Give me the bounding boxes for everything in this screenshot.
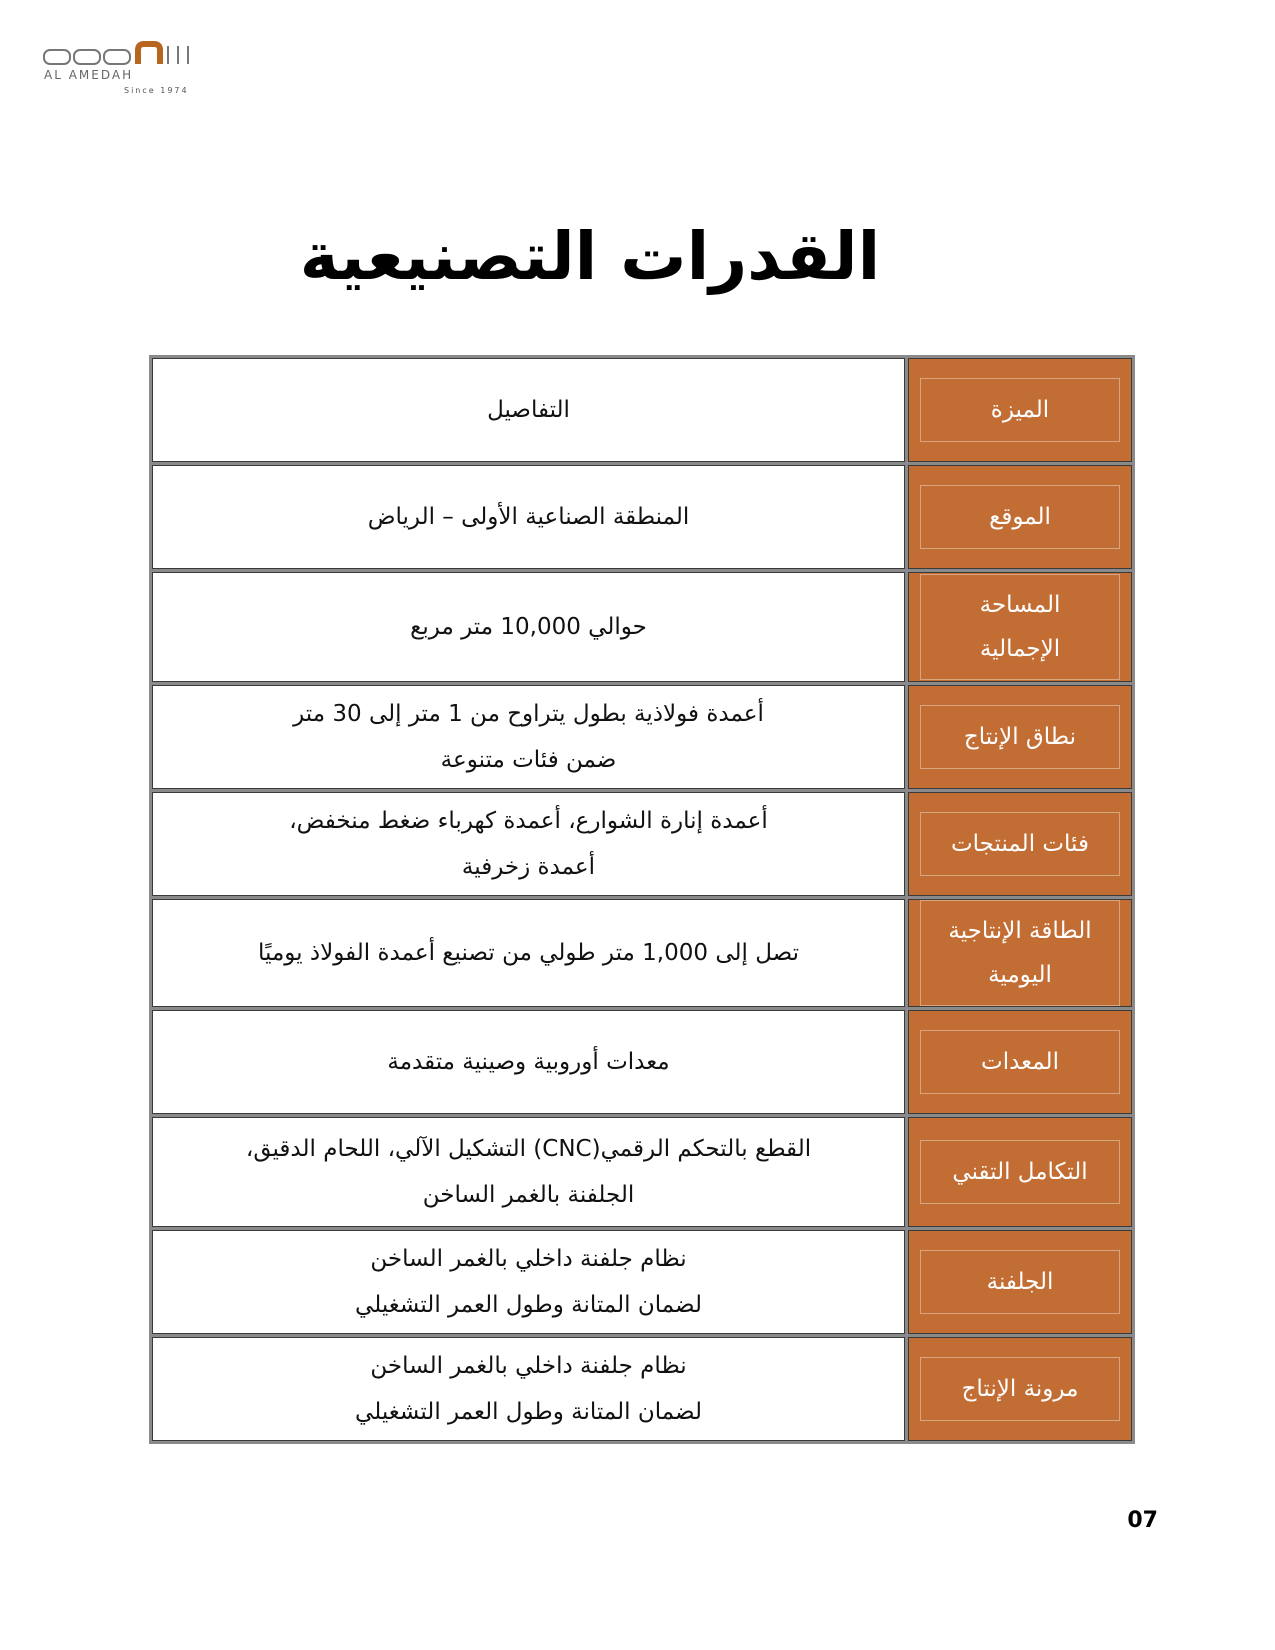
feature-label: نطاق الإنتاج: [920, 705, 1120, 769]
detail-cell: أعمدة فولاذية بطول يتراوح من 1 متر إلى 30 متر ضمن فئات متنوعة: [152, 685, 905, 789]
company-logo: [42, 40, 212, 100]
detail-cell: نظام جلفنة داخلي بالغمر الساخن لضمان المتانة وطول العمر التشغيلي: [152, 1337, 905, 1441]
header-feature-cell: [908, 358, 1132, 462]
page-number: 07: [1127, 1508, 1158, 1533]
detail-cell: حوالي 10,000 متر مربع: [152, 572, 905, 682]
logo-mark-icon: [42, 40, 202, 68]
detail-cell: نظام جلفنة داخلي بالغمر الساخن لضمان المتانة وطول العمر التشغيلي: [152, 1230, 905, 1334]
feature-cell: [908, 899, 1132, 1007]
feature-cell: [908, 1230, 1132, 1334]
feature-label: المساحة الإجمالية: [920, 574, 1120, 680]
feature-label: الطاقة الإنتاجية اليومية: [920, 900, 1120, 1006]
detail-cell: المنطقة الصناعية الأولى – الرياض: [152, 465, 905, 569]
feature-label: الجلفنة: [920, 1250, 1120, 1314]
feature-label: الموقع: [920, 485, 1120, 549]
feature-cell: [908, 572, 1132, 682]
feature-cell: [908, 685, 1132, 789]
detail-cell: معدات أوروبية وصينية متقدمة: [152, 1010, 905, 1114]
header-detail-cell: التفاصيل: [152, 358, 905, 462]
detail-cell: القطع بالتحكم الرقمي(CNC) التشكيل الآلي، اللحام الدقيق، الجلفنة بالغمر الساخن: [152, 1117, 905, 1227]
logo-brand-text: AL AMEDAH: [44, 68, 134, 82]
feature-label: التكامل التقني: [920, 1140, 1120, 1204]
feature-cell: [908, 465, 1132, 569]
logo-since-text: Since 1974: [124, 86, 189, 95]
table-row: [152, 1230, 1132, 1334]
feature-cell: [908, 792, 1132, 896]
feature-label: مرونة الإنتاج: [920, 1357, 1120, 1421]
table-row: [152, 1337, 1132, 1441]
feature-label: المعدات: [920, 1030, 1120, 1094]
feature-cell: [908, 1337, 1132, 1441]
table-row: [152, 685, 1132, 789]
feature-cell: [908, 1117, 1132, 1227]
table-header-row: [152, 358, 1132, 462]
page-title: القدرات التصنيعية: [299, 218, 881, 295]
detail-cell: تصل إلى 1,000 متر طولي من تصنيع أعمدة الفولاذ يوميًا: [152, 899, 905, 1007]
table-row: [152, 1117, 1132, 1227]
table-row: [152, 1010, 1132, 1114]
table-row: [152, 792, 1132, 896]
detail-cell: أعمدة إنارة الشوارع، أعمدة كهرباء ضغط منخفض، أعمدة زخرفية: [152, 792, 905, 896]
header-feature-label: الميزة: [920, 378, 1120, 442]
table-row: [152, 899, 1132, 1007]
table-row: [152, 572, 1132, 682]
capabilities-table: [149, 355, 1135, 1444]
feature-cell: [908, 1010, 1132, 1114]
table-row: [152, 465, 1132, 569]
feature-label: فئات المنتجات: [920, 812, 1120, 876]
